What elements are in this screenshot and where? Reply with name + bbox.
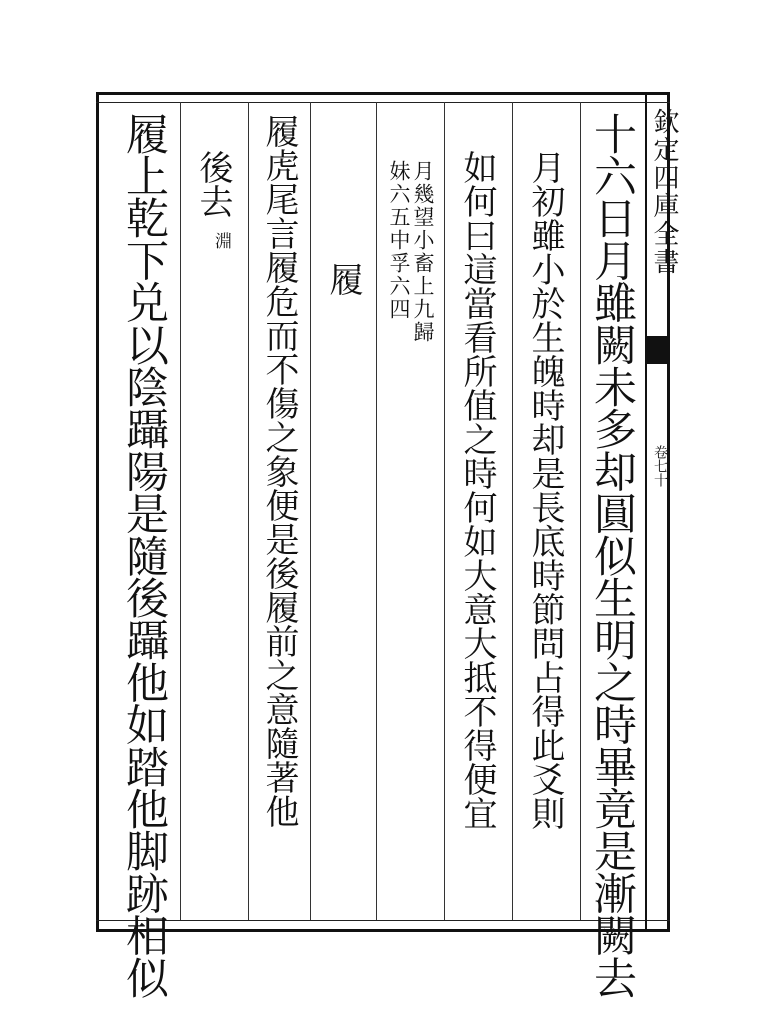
text-column-7: 後去 — [193, 150, 233, 218]
column-rule — [376, 102, 377, 920]
column-rule — [580, 102, 581, 920]
column-rule — [310, 102, 311, 920]
column-rule — [512, 102, 513, 920]
column-rule — [444, 102, 445, 920]
bottom-rule — [96, 920, 670, 921]
fishtail-mark — [647, 336, 670, 364]
margin-juan-label: 卷七十 — [652, 445, 668, 487]
text-column-2: 月初雖小於生魄時却是長底時節問占得此爻則 — [525, 150, 565, 830]
margin-title: 欽定四庫全書 — [649, 108, 679, 276]
text-column-6: 履虎尾言履危而不傷之象便是後履前之意隨著他 — [259, 114, 299, 828]
annotation-line-2: 妹六五中孚六四 — [387, 160, 411, 321]
page-frame — [96, 92, 670, 932]
annotation-line-1: 月幾望小畜上九歸 — [411, 160, 435, 344]
top-rule — [96, 102, 670, 103]
text-column-8: 履上乾下兑以陰躡陽是隨後躡他如踏他脚跡相似 — [119, 112, 169, 999]
author-note: 淵 — [211, 232, 231, 249]
section-heading: 履 — [323, 262, 363, 296]
column-rule — [248, 102, 249, 920]
column-rule — [180, 102, 181, 920]
text-column-1: 十六日月雖闕未多却圓似生明之時畢竟是漸闕去 — [587, 112, 637, 999]
text-column-3: 如何曰這當看所值之時何如大意大抵不得便宜 — [457, 150, 497, 830]
